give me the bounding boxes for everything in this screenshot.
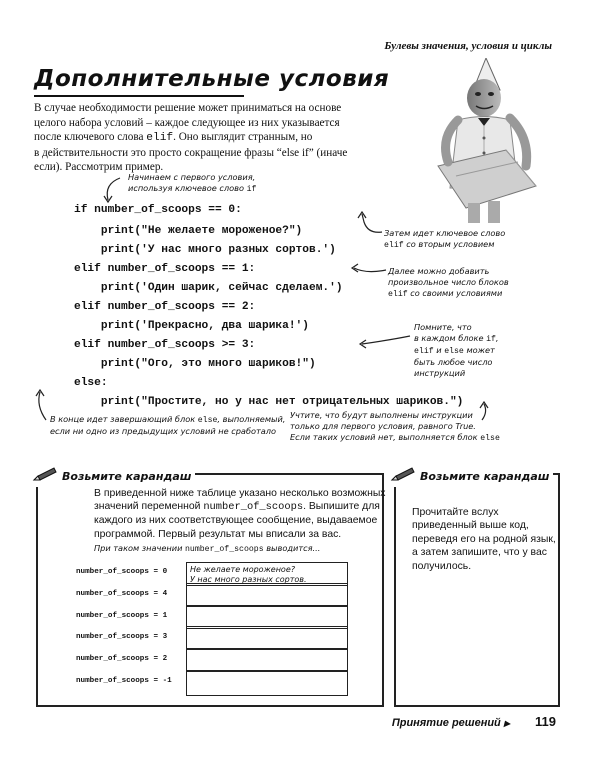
annotation-final-else: В конце идет завершающий блок else, выполняемый, если ни одно из предыдущих условий не сработало xyxy=(50,414,286,436)
table-row xyxy=(76,584,346,606)
answer-table xyxy=(76,562,346,693)
row-label: number_of_scoops = 0 xyxy=(76,568,168,576)
code-line: print('Один шарик, сейчас сделаем.') xyxy=(74,282,343,294)
intro-line: В случае необходимости решение может приниматься на основе xyxy=(34,102,342,114)
exercise2-instructions: Прочитайте вслух приведенный выше код, переведя его на родной язык, а затем запишите, что у вас получилось. xyxy=(412,507,556,572)
code-line: if number_of_scoops == 0: xyxy=(74,204,242,216)
answer-cell[interactable] xyxy=(186,626,348,650)
exercise2-header xyxy=(386,466,553,487)
code-line: print("Не желаете мороженое?") xyxy=(74,225,303,237)
annotation-second-condition: Затем идет ключевое слово elif со вторым условием xyxy=(384,228,506,250)
code-line: elif number_of_scoops == 2: xyxy=(74,301,256,313)
exercise2-title: Возьмите карандаш xyxy=(420,470,550,484)
intro-line: после ключевого слова elif. Оно выглядит странным, но xyxy=(34,131,313,144)
page-number: 119 xyxy=(535,714,556,729)
answer-cell[interactable] xyxy=(186,583,348,607)
arrow-to-statements xyxy=(362,336,410,344)
table-caption: При таком значении number_of_scoops выводится... xyxy=(94,543,321,554)
row-label: number_of_scoops = -1 xyxy=(76,677,172,685)
arrow-to-last-print xyxy=(482,404,486,420)
table-row xyxy=(76,562,346,584)
exercise-instructions: В приведенной ниже таблице указано несколько возможных значений переменной number_of_scoops. Выпишите для каждого из них соответствующее сообщение, выдаваемое программой. Первый результат мы вписали за вас. xyxy=(94,488,386,540)
code-line: print("Ого, это много шариков!") xyxy=(74,358,316,370)
code-line: elif number_of_scoops == 1: xyxy=(74,263,256,275)
code-line: else: xyxy=(74,377,108,389)
pencil-icon xyxy=(32,466,58,487)
table-row xyxy=(76,649,346,671)
page-title: Дополнительные условия xyxy=(34,66,390,92)
arrow-to-second-elif xyxy=(354,268,386,272)
footer-section: Принятие решений ▶ xyxy=(391,717,510,729)
row-label: number_of_scoops = 2 xyxy=(76,655,168,663)
intro-line: в действительности это просто сокращение фразы “else if” (иначе xyxy=(34,146,348,159)
code-line: elif number_of_scoops >= 3: xyxy=(74,339,256,351)
answer-cell[interactable] xyxy=(186,648,348,672)
annotation-more-elif: Далее можно добавить произвольное число блоков elif со своими условиями xyxy=(388,266,509,299)
intro-line: если). Рассмотрим пример. xyxy=(34,161,164,173)
table-row xyxy=(76,671,346,693)
annotation-any-statements: Помните, что в каждом блоке if, elif и else может быть любое число инструкций xyxy=(414,322,499,378)
exercise-header xyxy=(28,466,195,487)
pencil-icon xyxy=(390,466,416,487)
arrow-to-else xyxy=(39,392,46,420)
intro-line: целого набора условий – каждое следующее из них указывается xyxy=(34,116,340,129)
row-label: number_of_scoops = 3 xyxy=(76,633,168,641)
annotation-first-condition: Начинаем с первого условия, используя ключевое слово if xyxy=(128,172,257,194)
row-label: number_of_scoops = 4 xyxy=(76,590,168,598)
annotation-first-true-only: Учтите, что будут выполнены инструкции только для первого условия, равного True. Если таких условий нет, выполняется блок else xyxy=(290,410,500,443)
running-header: Булевы значения, условия и циклы xyxy=(384,40,552,52)
row-label: number_of_scoops = 1 xyxy=(76,612,168,620)
answer-cell[interactable]: Не желаете мороженое? У нас много разных сортов. xyxy=(186,562,348,586)
arrow-to-if xyxy=(107,178,120,200)
table-row xyxy=(76,627,346,649)
triangle-right-icon: ▶ xyxy=(503,719,510,728)
table-row xyxy=(76,606,346,627)
code-line: print('Прекрасно, два шарика!') xyxy=(74,320,309,332)
answer-cell[interactable] xyxy=(186,670,348,696)
exercise-title: Возьмите карандаш xyxy=(62,470,192,484)
code-line: print("Простите, но у нас нет отрицательных шариков.") xyxy=(74,396,464,408)
code-line: print('У нас много разных сортов.') xyxy=(74,244,336,256)
